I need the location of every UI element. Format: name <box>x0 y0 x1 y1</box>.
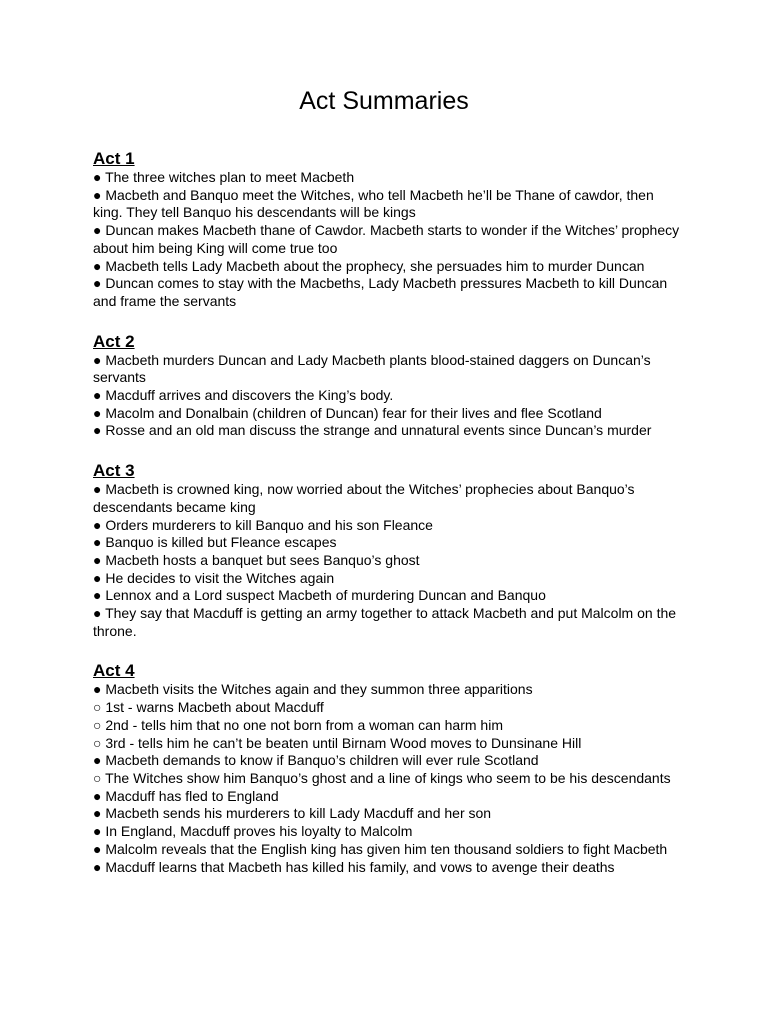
summary-line: about him being King will come true too <box>93 239 338 256</box>
summary-line: ● Malcolm reveals that the English king has given him ten thousand soldiers to fight Macbeth <box>93 840 668 857</box>
summary-line: ● Macbeth hosts a banquet but sees Banquo’s ghost <box>93 551 420 568</box>
summary-line: ● Macbeth is crowned king, now worried about the Witches’ prophecies about Banquo’s descendants became king <box>93 481 635 515</box>
page-title: Act Summaries <box>299 87 469 115</box>
summary-line: ● Macduff has fled to England <box>93 787 279 804</box>
summary-line: ● Macbeth sends his murderers to kill Lady Macduff and her son <box>93 805 492 822</box>
summary-line: ● He decides to visit the Witches again <box>93 569 335 586</box>
act-heading: Act 4 <box>93 661 135 681</box>
summary-line: ● The three witches plan to meet Macbeth <box>93 169 355 185</box>
summary-line: ● They say that Macduff is getting an army together to attack Macbeth and put Malcolm on the throne. <box>93 605 677 639</box>
act-summary-list <box>93 481 685 640</box>
act-summary-list <box>93 169 685 311</box>
act-3-section <box>93 460 685 640</box>
document-page <box>93 84 685 896</box>
summary-line: ● Macbeth visits the Witches again and they summon three apparitions <box>93 681 533 698</box>
act-1-section <box>93 148 685 311</box>
summary-line: ● Duncan makes Macbeth thane of Cawdor. Macbeth starts to wonder if the Witches’ prophecy <box>93 222 680 239</box>
act-2-section <box>93 331 685 441</box>
summary-line: ● Macduff arrives and discovers the King’s body. <box>93 387 394 404</box>
summary-line: ● In England, Macduff proves his loyalty to Malcolm <box>93 823 413 840</box>
summary-line: ● Macbeth demands to know if Banquo’s children will ever rule Scotland <box>93 752 539 769</box>
act-heading: Act 3 <box>93 461 135 481</box>
summary-line: ○ 3rd - tells him he can’t be beaten until Birnam Wood moves to Dunsinane Hill <box>93 734 582 751</box>
act-4-section <box>93 660 685 876</box>
summary-line: ○ 2nd - tells him that no one not born from a woman can harm him <box>93 716 503 733</box>
summary-line: ● Macduff learns that Macbeth has killed his family, and vows to avenge their deaths <box>93 858 615 875</box>
summary-line: ● Macolm and Donalbain (children of Duncan) fear for their lives and flee Scotland <box>93 404 602 421</box>
summary-line: ● Orders murderers to kill Banquo and his son Fleance <box>93 516 433 533</box>
summary-line: ● Duncan comes to stay with the Macbeths, Lady Macbeth pressures Macbeth to kill Duncan and frame the servants <box>93 275 668 309</box>
summary-line: ● Lennox and a Lord suspect Macbeth of murdering Duncan and Banquo <box>93 587 546 604</box>
summary-line: ● Macbeth murders Duncan and Lady Macbeth plants blood-stained daggers on Duncan’s servants <box>93 351 651 386</box>
summary-line: ● Macbeth and Banquo meet the Witches, who tell Macbeth he’ll be Thane of cawdor, then king. They tell Banquo his descendants will be kings <box>93 186 654 221</box>
summary-line: ○ The Witches show him Banquo’s ghost and a line of kings who seem to be his descendants <box>93 769 671 786</box>
act-heading: Act 1 <box>93 149 135 168</box>
summary-line: ● Rosse and an old man discuss the strange and unnatural events since Duncan’s murder <box>93 422 652 439</box>
act-heading: Act 2 <box>93 331 135 351</box>
act-summary-list <box>93 681 685 876</box>
act-summary-list <box>93 352 685 441</box>
summary-line: ● Banquo is killed but Fleance escapes <box>93 534 337 551</box>
summary-line: ● Macbeth tells Lady Macbeth about the prophecy, she persuades him to murder Duncan <box>93 257 645 274</box>
summary-line: ○ 1st - warns Macbeth about Macduff <box>93 699 324 716</box>
